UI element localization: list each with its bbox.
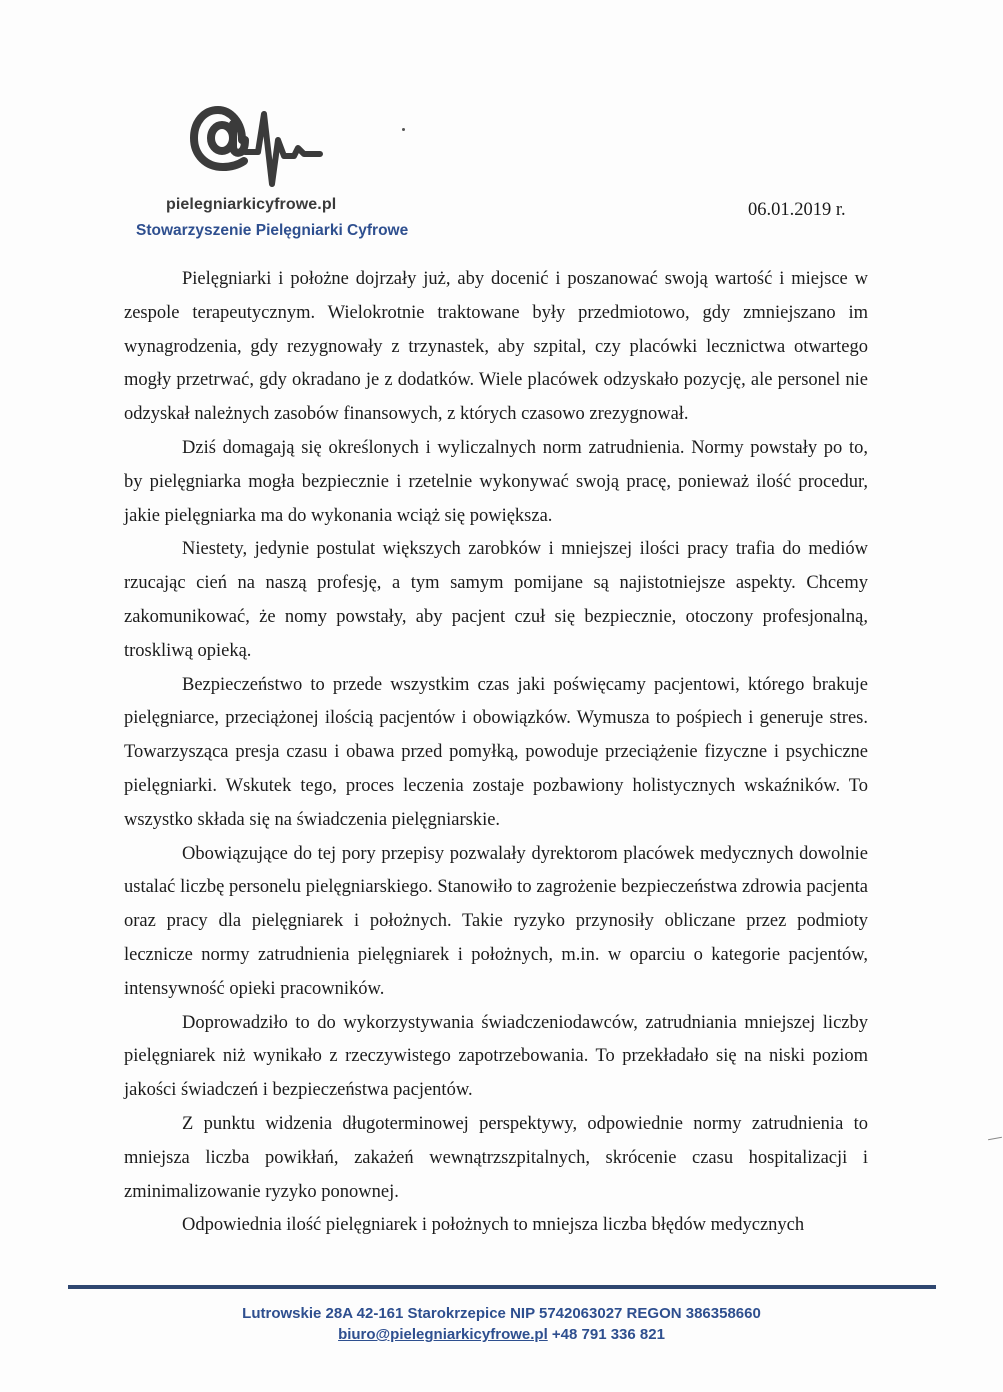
footer-contact — [0, 1326, 1003, 1343]
paragraph: Z punktu widzenia długoterminowej perspektywy, odpowiednie normy zatrudnienia to mniejsza liczba powikłań, zakażeń wewnątrzszpitalnych, skrócenie czasu hospitalizacji i zminimalizowanie ryzyko ponownej. — [124, 1113, 868, 1202]
footer-email-link[interactable]: biuro@pielegniarkicyfrowe.pl — [338, 1326, 548, 1343]
at-sign-heartbeat-logo — [190, 92, 325, 202]
paragraph: Dziś domagają się określonych i wyliczalnych norm zatrudnienia. Normy powstały po to, by pielęgniarka mogła bezpiecznie i rzetelnie wykonywać swoją pracę, ponieważ ilość procedur, jakie pielęgniarka ma do wykonania wciąż się powiększa. — [124, 437, 868, 526]
footer-address: Lutrowskie 28A 42-161 Starokrzepice NIP 5742063027 REGON 386358660 — [242, 1305, 761, 1322]
paragraph: Pielęgniarki i położne dojrzały już, aby docenić i poszanować swoją wartość i miejsce w zespole terapeutycznym. Wielokrotnie traktowane były przedmiotowo, gdy zmniejszano im wynagrodzenia, gdy rezygnowały z trzynastek, aby szpital, czy placówki lecznictwa otwartego mogły przetrwać, gdy okradano je z dodatków. Wiele placówek odzyskało pozycję, ale personel nie odzyskał należnych zasobów finansowych, z których czasowo zrezygnował. — [124, 269, 868, 425]
paragraph: Bezpieczeństwo to przede wszystkim czas jaki poświęcamy pacjentowi, którego brakuje pielęgniarce, przeciążonej ilością pacjentów i obowiązków. Wymusza to pośpiech i generuje stres. Towarzysząca presja czasu i obawa przed pomyłką, powoduje przeciążenie fizyczne i psychiczne pielęgniarki. Wskutek tego, proces leczenia zostaje pozbawiony holistycznych wskaźników. To wszystko składa się na świadczenia pielęgniarskie. — [124, 674, 868, 830]
footer-phone: +48 791 336 821 — [551, 1326, 665, 1343]
scan-speck — [402, 128, 405, 131]
letter-date: 06.01.2019 r. — [748, 200, 846, 220]
paragraph: Niestety, jedynie postulat większych zarobków i mniejszej ilości pracy trafia do mediów rzucając cień na naszą profesję, a tym samym pomijane są najistotniejsze aspekty. Chcemy zakomunikować, że nomy powstały, aby pacjent czuł się bezpiecznie, otoczony profesjonalną, troskliwą opieką. — [124, 539, 868, 661]
footer-divider — [68, 1285, 936, 1289]
organization-name: Stowarzyszenie Pielęgniarki Cyfrowe — [136, 222, 409, 239]
scan-edge-mark — [988, 1137, 1002, 1140]
paragraph: Doprowadziło to do wykorzystywania świadczeniodawców, zatrudniania mniejszej liczby pielęgniarek niż wynikało z rzeczywistego zapotrzebowania. To przekładało się na niski poziom jakości świadczeń i bezpieczeństwa pacjentów. — [124, 1012, 868, 1101]
paragraph: Odpowiednia ilość pielęgniarek i położnych to mniejsza liczba błędów medycznych — [182, 1215, 805, 1236]
organization-domain: pielegniarkicyfrowe.pl — [166, 196, 337, 213]
paragraph: Obowiązujące do tej pory przepisy pozwalały dyrektorom placówek medycznych dowolnie ustalać liczbę personelu pielęgniarskiego. Stanowiło to zagrożenie bezpieczeństwa zdrowia pacjenta oraz pracy dla pielęgniarek i położnych. Takie ryzyko przynosiły obliczane przez podmioty lecznicze normy zatrudnienia pielęgniarek i położnych, m.in. w oparciu o kategorie pacjentów, intensywność opieki pracowników. — [124, 843, 868, 999]
letter-body — [124, 263, 868, 1243]
